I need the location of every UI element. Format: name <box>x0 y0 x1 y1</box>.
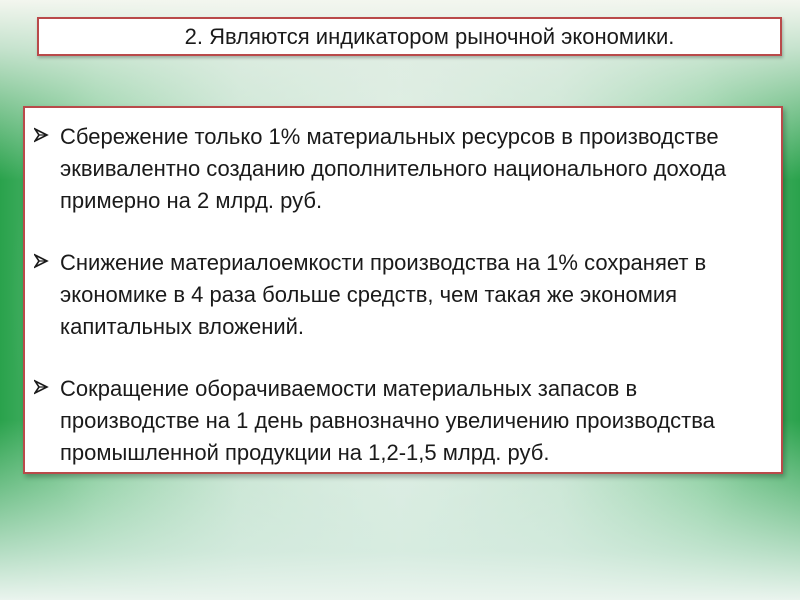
arrow-bullet-icon <box>34 127 50 143</box>
bullet-item <box>34 121 773 217</box>
arrow-bullet-icon <box>34 253 50 269</box>
arrow-bullet-icon <box>34 379 50 395</box>
bullet-item <box>34 247 773 343</box>
bullet-text: Сбережение только 1% материальных ресурсов в производстве эквивалентно созданию дополнительного национального дохода примерно на 2 млрд. руб. <box>60 124 727 213</box>
bullet-text: Сокращение оборачиваемости материальных запасов в производстве на 1 день равнозначно увеличению производства промышленной продукции на 1,2-1,5 млрд. руб. <box>60 376 715 465</box>
slide-title: 2. Являются индикатором рыночной экономики. <box>184 23 675 49</box>
slide-title-box <box>37 17 782 56</box>
content-box <box>23 106 783 474</box>
bullet-text: Снижение материалоемкости производства на 1% сохраняет в экономике в 4 раза больше средств, чем такая же экономия капитальных вложений. <box>60 250 707 339</box>
bullet-item <box>34 373 773 469</box>
